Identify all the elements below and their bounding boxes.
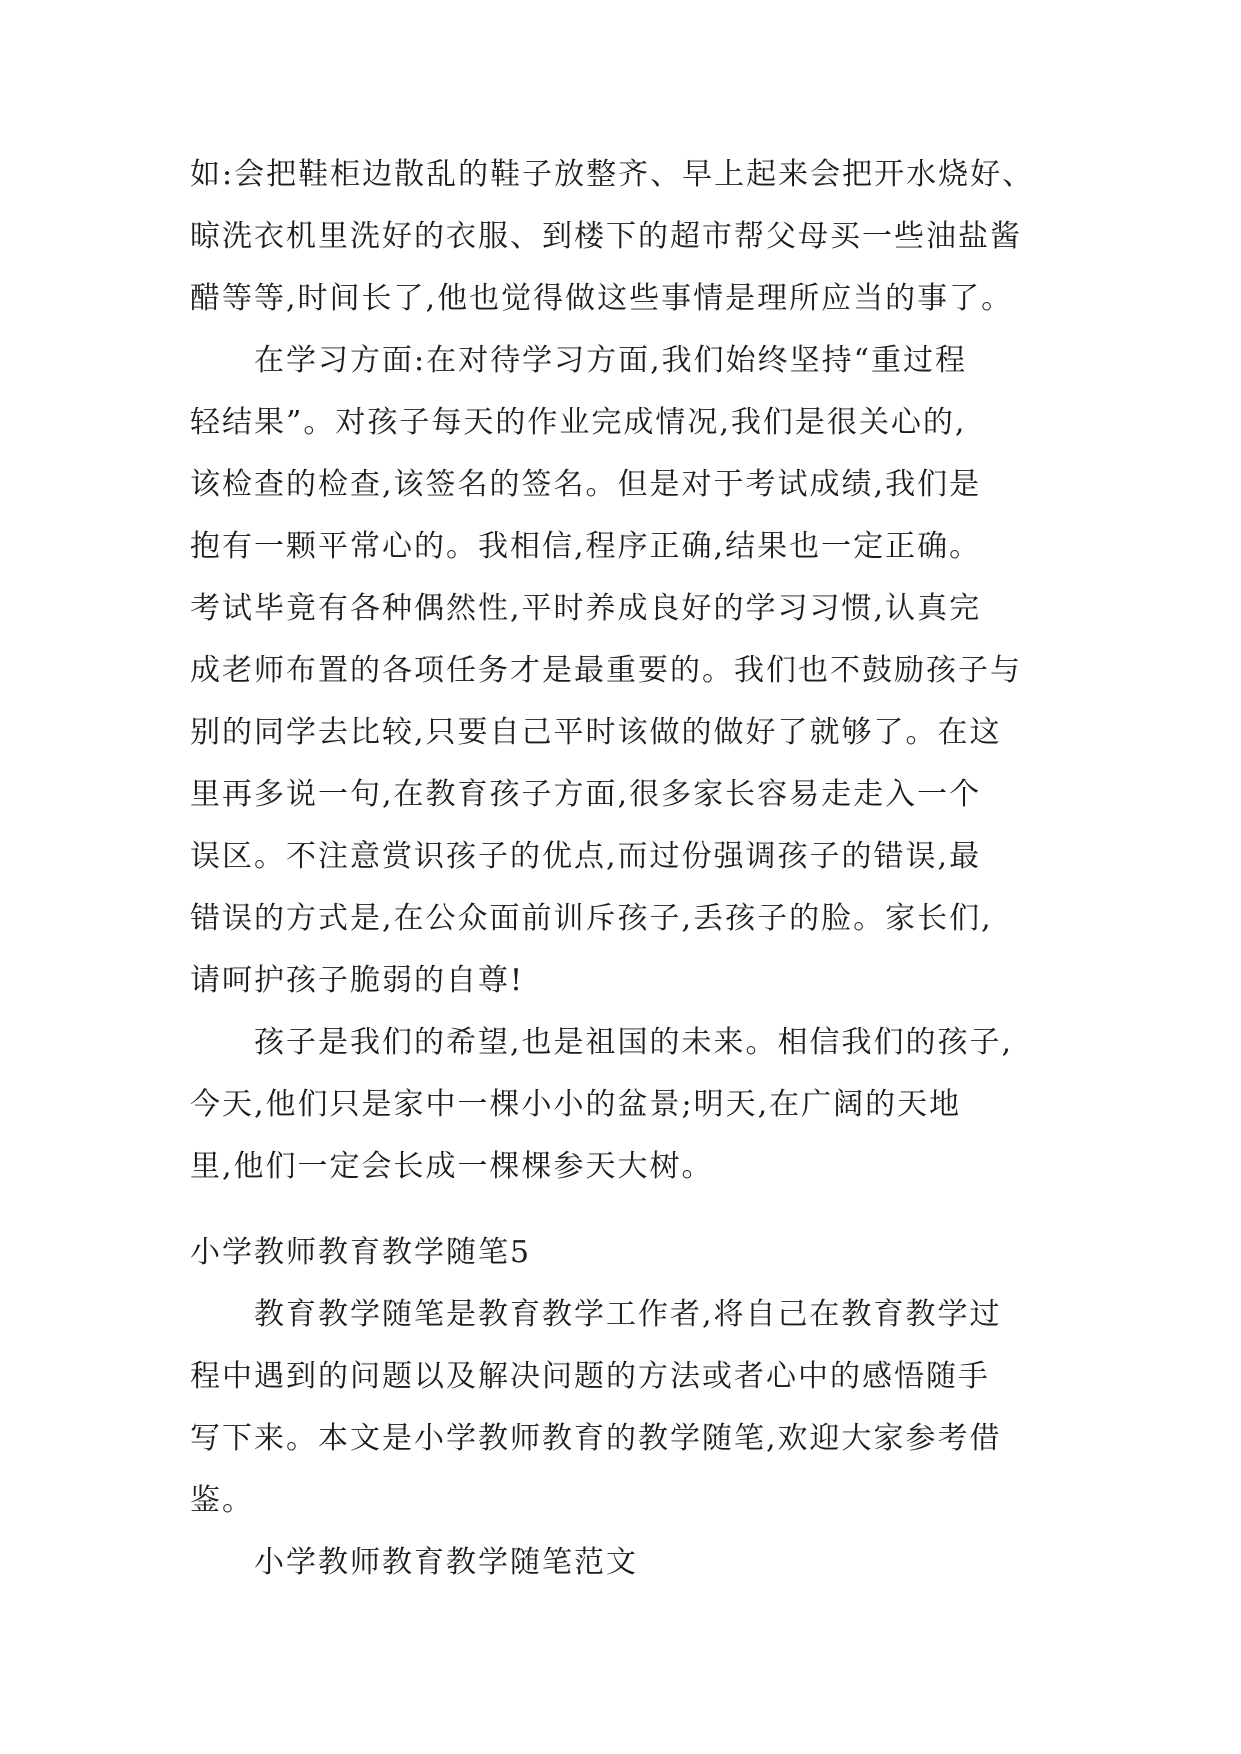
text-line: 在学习方面:在对待学习方面,我们始终坚持“重过程 xyxy=(254,343,967,378)
paragraph-subtitle xyxy=(190,1532,1060,1594)
text-line: 错误的方式是,在公众面前训斥孩子,丢孩子的脸。家长们, xyxy=(190,901,993,936)
text-line: 如:会把鞋柜边散乱的鞋子放整齐、早上起来会把开水烧好、 xyxy=(190,157,1035,192)
text-line: 误区。不注意赏识孩子的优点,而过份强调孩子的错误,最 xyxy=(190,839,982,874)
paragraph-study xyxy=(190,330,1060,1012)
text-line: 抱有一颗平常心的。我相信,程序正确,结果也一定正确。 xyxy=(190,529,982,564)
text-line: 该检查的检查,该签名的签名。但是对于考试成绩,我们是 xyxy=(190,467,982,502)
text-line: 考试毕竟有各种偶然性,平时养成良好的学习习惯,认真完 xyxy=(190,591,982,626)
section-title: 小学教师教育教学随笔5 xyxy=(190,1235,532,1270)
text-line: 孩子是我们的希望,也是祖国的未来。相信我们的孩子, xyxy=(254,1025,1014,1060)
text-line: 写下来。本文是小学教师教育的教学随笔,欢迎大家参考借 xyxy=(190,1421,1002,1456)
text-line: 教育教学随笔是教育教学工作者,将自己在教育教学过 xyxy=(254,1297,1002,1332)
text-line: 请呵护孩子脆弱的自尊! xyxy=(190,963,525,998)
text-line: 里再多说一句,在教育孩子方面,很多家长容易走走入一个 xyxy=(190,777,982,812)
text-line: 别的同学去比较,只要自己平时该做的做好了就够了。在这 xyxy=(190,715,1002,750)
paragraph-chores xyxy=(190,144,1060,330)
paragraph-future xyxy=(190,1012,1060,1198)
text-line: 小学教师教育教学随笔范文 xyxy=(254,1545,638,1580)
text-line: 醋等等,时间长了,他也觉得做这些事情是理所应当的事了。 xyxy=(190,281,1014,316)
text-line: 里,他们一定会长成一棵棵参天大树。 xyxy=(190,1149,714,1184)
text-line: 轻结果”。对孩子每天的作业完成情况,我们是很关心的, xyxy=(190,405,967,440)
paragraph-intro xyxy=(190,1284,1060,1532)
text-line: 晾洗衣机里洗好的衣服、到楼下的超市帮父母买一些油盐酱 xyxy=(190,219,1022,254)
text-line: 今天,他们只是家中一棵小小的盆景;明天,在广阔的天地 xyxy=(190,1087,962,1122)
text-line: 成老师布置的各项任务才是最重要的。我们也不鼓励孩子与 xyxy=(190,653,1022,688)
text-line: 程中遇到的问题以及解决问题的方法或者心中的感悟随手 xyxy=(190,1359,990,1394)
text-line: 鉴。 xyxy=(190,1483,254,1518)
